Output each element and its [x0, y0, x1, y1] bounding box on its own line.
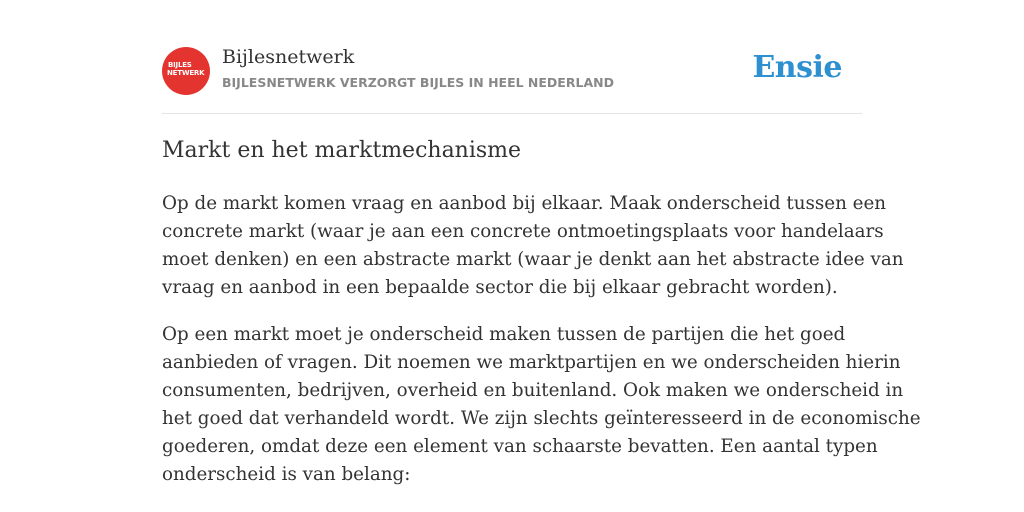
header — [162, 46, 862, 96]
bijlesnetwerk-logo[interactable] — [162, 47, 210, 95]
paragraph-line: moet denken) en een abstracte markt (waar je denkt aan het abstracte idee van — [162, 249, 904, 270]
paragraph-line: consumenten, bedrijven, overheid en buitenland. Ook maken we onderscheid in — [162, 380, 904, 401]
site-tagline: BIJLESNETWERK VERZORGT BIJLES IN HEEL NEDERLAND — [222, 75, 614, 90]
paragraph-line: Op de markt komen vraag en aanbod bij elkaar. Maak onderscheid tussen een — [162, 193, 887, 214]
article-paragraph-2 — [162, 321, 921, 489]
ensie-logo[interactable]: Ensie — [752, 50, 842, 85]
logo-text-line2: NETWERK — [167, 69, 205, 77]
site-name[interactable]: Bijlesnetwerk — [222, 46, 355, 68]
paragraph-line: vraag en aanbod in een bepaalde sector die bij elkaar gebracht worden). — [162, 277, 838, 298]
paragraph-line: aanbieden of vragen. Dit noemen we marktpartijen en we onderscheiden hierin — [162, 352, 901, 373]
paragraph-line: concrete markt (waar je aan een concrete ontmoetingsplaats voor handelaars — [162, 221, 884, 242]
header-divider — [162, 113, 862, 114]
logo-text-line1: BIJLES — [168, 61, 192, 69]
paragraph-line: het goed dat verhandeld wordt. We zijn slechts geïnteresseerd in de economische — [162, 408, 921, 429]
paragraph-line: Op een markt moet je onderscheid maken tussen de partijen die het goed — [162, 324, 846, 345]
article-paragraph-1 — [162, 190, 904, 302]
paragraph-line: onderscheid is van belang: — [162, 464, 411, 485]
article-title: Markt en het marktmechanisme — [162, 138, 522, 163]
paragraph-line: goederen, omdat deze een element van schaarste bevatten. Een aantal typen — [162, 436, 878, 457]
